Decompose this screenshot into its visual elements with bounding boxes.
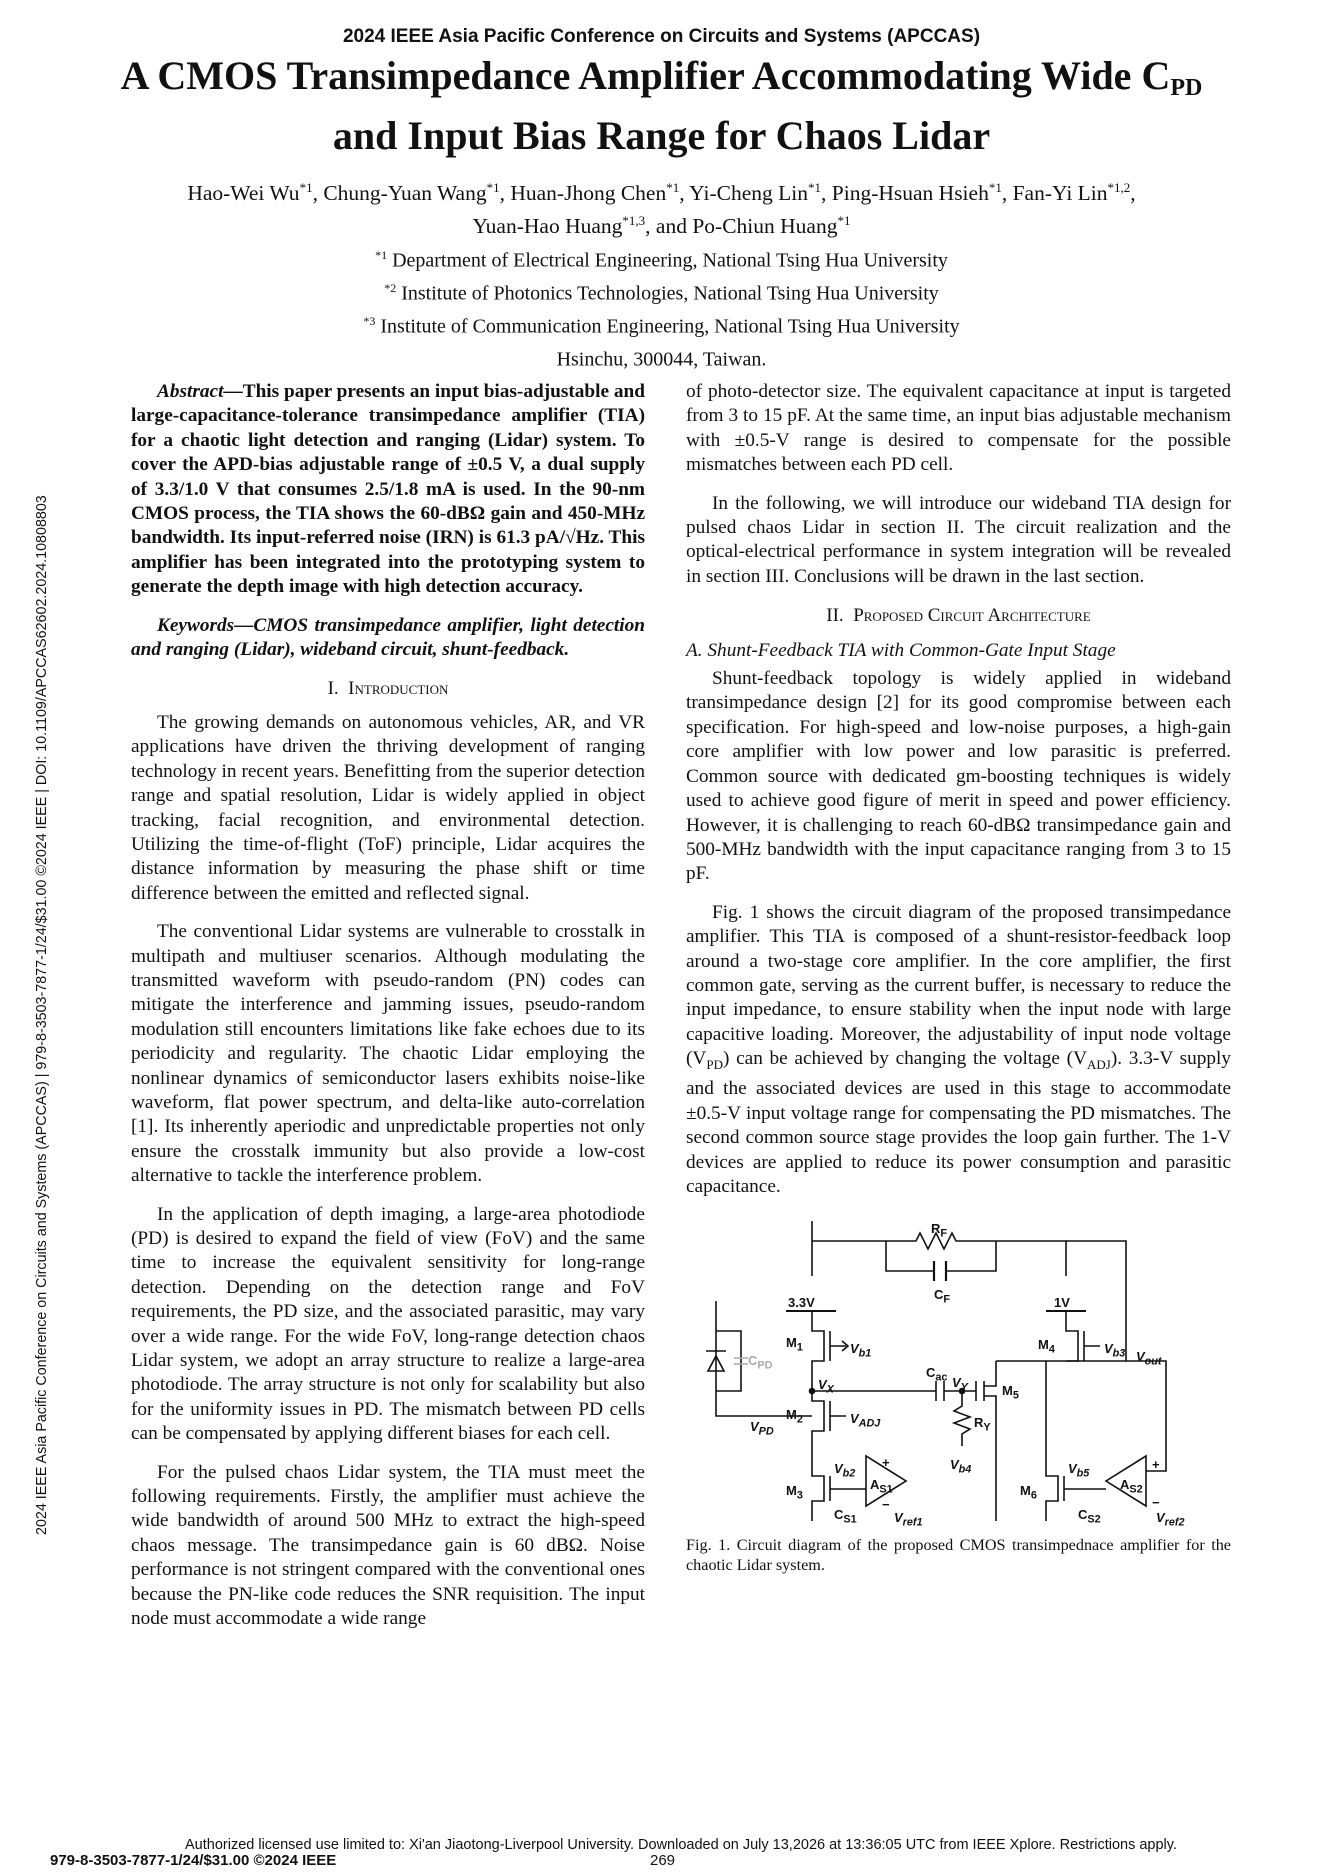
circuit-diagram — [686, 1221, 1231, 1691]
author-affil-mark: *1,2 — [1107, 180, 1131, 195]
m4-label: $M_4$ — [1038, 1337, 1055, 1357]
as1-plus: + — [882, 1455, 890, 1471]
left-column — [131, 380, 645, 1632]
as2-minus: − — [1152, 1495, 1160, 1511]
vadj-label: $V_{ADJ}$ — [850, 1411, 881, 1431]
author-name: Po-Chiun Huang — [692, 214, 838, 239]
paragraph: of photo-detector size. The equivalent capacitance at input is targeted from 3 to 15 pF. At the same time, an input bias adjustable mechanism with ±0.5-V range is desired to compensate for the possible mismatches between each PD cell. — [686, 381, 1231, 476]
section-heading-intro: I. Introduction — [327, 678, 449, 700]
author-affil-mark: *1 — [299, 180, 313, 195]
vout-label: $V_{out}$ — [1136, 1349, 1162, 1369]
affiliation — [200, 308, 1123, 341]
paper-title: A CMOS Transimpedance Amplifier Accommodating Wide $C_{PD}$ and Input Bias Range for Chaos Lidar — [120, 53, 1203, 158]
supply-33v-label: 3.3V — [788, 1295, 815, 1311]
author-list — [80, 174, 1243, 240]
cpd-label: $C_{PD}$ — [748, 1353, 773, 1373]
vpd-label: $V_{PD}$ — [750, 1419, 774, 1439]
doi-sidebar: 2024 IEEE Asia Pacific Conference on Circuits and Systems (APCCAS) | 979-8-3503-7877-1/24/$31.00 ©2024 IEEE | DOI: 10.1109/APCCAS62602.2024.10808803 — [34, 495, 50, 1535]
author-separator: , — [312, 181, 324, 206]
author-affil-mark: *1 — [486, 180, 500, 195]
vb5-label: $V_{b5}$ — [1068, 1461, 1090, 1481]
affiliation-text: Institute of Communication Engineering, National Tsing Hua University — [375, 315, 960, 338]
abstract: Abstract—This paper presents an input bias-adjustable and large-capacitance-tolerance transimpedance amplifier (TIA) for a chaotic light detection and ranging (Lidar) system. To cover the APD-bias adjustable range of ±0.5 V, a dual supply of 3.3/1.0 V that consumes 2.5/1.8 mA is used. In the 90-nm CMOS process, the TIA shows the 60-dBΩ gain and 450-MHz bandwidth. Its input-referred noise (IRN) is 61.3 pA/√Hz. This amplifier has been integrated into the prototyping system to generate the depth image with high detection accuracy. — [131, 381, 645, 598]
vref2-label: $V_{ref2}$ — [1156, 1510, 1185, 1530]
as1-minus: − — [882, 1497, 890, 1513]
vb1-label: $V_{b1}$ — [850, 1341, 872, 1361]
paragraph: In the following, we will introduce our wideband TIA design for pulsed chaos Lidar in section II. The circuit realization and the optical-electrical performance in system integration will be revealed in section III. Conclusions will be drawn in the last section. — [686, 492, 1231, 587]
author-separator: , — [679, 181, 690, 206]
paragraph: For the pulsed chaos Lidar system, the TIA must meet the following requirements. Firstly, the amplifier must achieve the wide bandwidth of around 500 MHz to extract the high-speed chaos message. The transimpedance gain is 60 dBΩ. Noise performance is not stringent compared with the conventional ones because the PN-like code reduces the SNR requisition. The input node must accommodate a wide range — [131, 1461, 645, 1630]
keywords: Keywords—CMOS transimpedance amplifier, light detection and ranging (Lidar), wideband circuit, shunt-feedback. — [131, 614, 645, 661]
paragraph: The growing demands on autonomous vehicles, AR, and VR applications have driven the thriving development of ranging technology in recent years. Benefitting from the superior detection range and spatial resolution, Lidar is widely applied in object tracking, facial recognition, and environmental detection. Utilizing the time-of-flight (ToF) principle, Lidar acquires the distance information by measuring the phase shift or time difference between the emitted and reflected signal. — [131, 711, 645, 904]
affiliation-mark: *3 — [363, 314, 376, 329]
m6-label: $M_6$ — [1020, 1483, 1037, 1503]
paragraph: Fig. 1 shows the circuit diagram of the proposed transimpedance amplifier. This TIA is composed of a shunt-resistor-feedback loop around a two-stage core amplifier. In the core amplifier, the first common gate, serving as the current buffer, is necessary to reduce the input impedance, to ensure stability when the input node with large capacitive loading. Moreover, the adjustability of input node voltage $(V_{PD})$ can be achieved by changing the voltage $(V_{ADJ})$. 3.3-V supply and the associated devices are used in this stage to accommodate ±0.5-V input voltage range for compensating the PD mismatches. The second common source stage provides the loop gain further. The 1-V devices are applied to reduce its power consumption and parasitic capacitance. — [686, 901, 1232, 1198]
figure-caption: Fig. 1. Circuit diagram of the proposed CMOS transimpednace amplifier for the chaotic Lidar system. — [686, 1536, 1231, 1575]
as2-label: $A_{S2}$ — [1120, 1477, 1143, 1497]
vb2-label: $V_{b2}$ — [834, 1461, 856, 1481]
author-separator: , and — [645, 214, 693, 239]
vb3-label: $V_{b3}$ — [1104, 1341, 1126, 1361]
author-separator: , — [1130, 181, 1136, 206]
affiliation-text: Hsinchu, 300044, Taiwan. — [556, 349, 767, 372]
m5-label: $M_5$ — [1002, 1383, 1019, 1403]
affiliation-text: Institute of Photonics Technologies, National Tsing Hua University — [396, 282, 939, 305]
m3-label: $M_3$ — [786, 1483, 803, 1503]
vx-label: $V_X$ — [818, 1377, 834, 1397]
conference-name: 2024 IEEE Asia Pacific Conference on Circuits and Systems (APCCAS) — [342, 26, 981, 47]
rf-label: $R_F$ — [931, 1221, 948, 1241]
paragraph: Shunt-feedback topology is widely applied in wideband transimpedance design [2] for its good compromise between each specification. For high-speed and low-noise purposes, a high-gain core amplifier with low power and low parasitic is preferred. Common source with dedicated gm-boosting techniques is widely used to achieve good figure of merit in speed and power efficiency. However, it is challenging to reach 60-dBΩ transimpedance gain and 500-MHz bandwidth with the input capacitance ranging from 3 to 15 pF. — [686, 668, 1231, 885]
vy-label: $V_Y$ — [952, 1375, 968, 1395]
vb4-label: $V_{b4}$ — [950, 1457, 972, 1477]
author-affil-mark: *1 — [666, 180, 680, 195]
cf-label: $C_F$ — [934, 1287, 951, 1307]
affiliation — [200, 275, 1123, 308]
author-separator: , — [499, 181, 511, 206]
m1-label: $M_1$ — [786, 1335, 803, 1355]
author-name: Hao-Wei Wu — [187, 181, 300, 206]
author-name: Chung-Yuan Wang — [323, 181, 487, 206]
cs1-label: $C_{S1}$ — [834, 1507, 857, 1527]
affiliation-mark: *1 — [375, 248, 388, 262]
author-name: Yi-Cheng Lin — [689, 181, 809, 206]
affiliation — [200, 242, 1123, 275]
authorized-use-notice: Authorized licensed use limited to: Xi'an Jiaotong-Liverpool University. Downloaded on July 13,2026 at 13:36:05 UTC from IEEE Xplore. Restrictions apply. — [185, 1837, 1177, 1853]
cac-label: $C_{ac}$ — [926, 1365, 948, 1385]
isbn-copyright: 979-8-3503-7877-1/24/$31.00 ©2024 IEEE — [50, 1852, 337, 1869]
m2-label: $M_2$ — [786, 1407, 803, 1427]
affiliation-list — [200, 242, 1123, 375]
author-name: Ping-Hsuan Hsieh — [831, 181, 989, 206]
author-name: Huan-Jhong Chen — [510, 181, 667, 206]
page-number: 269 — [650, 1852, 676, 1869]
vref1-label: $V_{ref1}$ — [894, 1510, 923, 1530]
author-affil-mark: *1 — [837, 213, 851, 229]
author-affil-mark: *1 — [988, 180, 1002, 195]
subsection-heading: A. Shunt-Feedback TIA with Common-Gate Input Stage — [686, 639, 1116, 661]
author-name: Yuan-Hao Huang — [472, 214, 623, 239]
author-name: Fan-Yi Lin — [1012, 181, 1108, 206]
affiliation — [200, 341, 1123, 374]
affiliation-mark: *2 — [384, 281, 397, 296]
affiliation-text: Department of Electrical Engineering, National Tsing Hua University — [387, 249, 948, 272]
supply-1v-label: 1V — [1054, 1295, 1070, 1311]
as2-plus: + — [1152, 1457, 1160, 1473]
paragraph: The conventional Lidar systems are vulnerable to crosstalk in multipath and multiuser scenarios. Although modulating the transmitted waveform with pseudo-random (PN) codes can mitigate the interference and jamming issues, pseudo-random modulation still encounters limitations like fake echoes due to its periodicity and regularity. The chaotic Lidar employing the nonlinear dynamics of semiconductor lasers exhibits noise-like waveform, flat power spectrum, and delta-like auto-correlation [1]. Its inherently aperiodic and unpredictable properties not only ensure the crosstalk immunity but also provide a low-cost alternative to tackle the interference problem. — [131, 921, 645, 1187]
circuit-labels — [686, 1221, 1231, 1530]
author-affil-mark: *1,3 — [622, 213, 646, 229]
paragraph: In the application of depth imaging, a large-area photodiode (PD) is desired to expand the field of view (FoV) and the same time to increase the equivalent sensitivity for long-range detection. Depending on the detection range and FoV requirements, the PD size, and the associated parasitic, may vary over a wide range. For the wide FoV, long-range detection chaos Lidar system, we adopt an array structure to realize a large-area photodiode. The array structure is not only for scalability but also for the uniformity issues in PD. The mismatch between PD cells can be compensated by applying different biases for each cell. — [131, 1203, 645, 1445]
ry-label: $R_Y$ — [974, 1415, 991, 1435]
as1-label: $A_{S1}$ — [870, 1477, 893, 1497]
author-separator: , — [1001, 181, 1013, 206]
section-heading-architecture: II. Proposed Circuit Architecture — [826, 605, 1091, 627]
right-column — [686, 380, 1231, 1691]
author-separator: , — [821, 181, 832, 206]
cs2-label: $C_{S2}$ — [1078, 1507, 1101, 1527]
author-affil-mark: *1 — [808, 180, 822, 195]
